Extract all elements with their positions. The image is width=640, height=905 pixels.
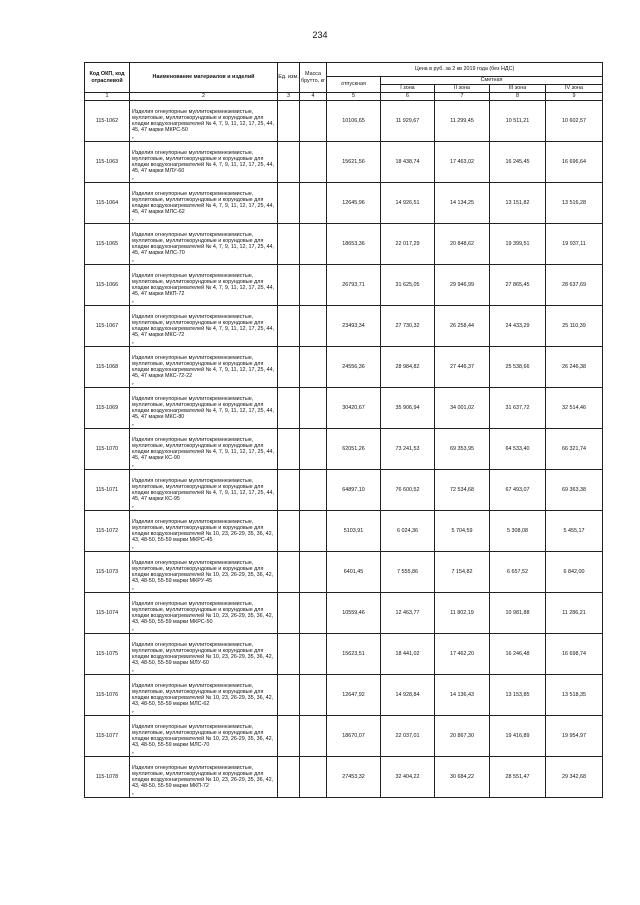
row-code: 115-1070: [85, 429, 130, 470]
row-unit: [278, 757, 300, 798]
row-unit: [278, 511, 300, 552]
row-release-price: 15623,51: [327, 634, 381, 675]
row-zone-1-price: 35 906,94: [381, 388, 435, 429]
row-unit-mark: т: [132, 217, 134, 223]
row-zone-3-price: 13 151,82: [490, 183, 546, 224]
row-release-price: 12645,96: [327, 183, 381, 224]
row-mass: [300, 634, 327, 675]
price-table: [84, 62, 603, 798]
row-name: Изделия огнеупорные муллитокремнеземистые, муллитовые, муллитокорундовые и корундовые для кладки воздухонагревателей № 10, 23, 26-29, 35, 36, 42, 43, 48-50, 55-59 марки МЛС-70: [132, 723, 274, 749]
table-row: [85, 511, 603, 552]
row-name-cell: [130, 224, 278, 265]
row-zone-1-price: 12 463,77: [381, 593, 435, 634]
row-unit-mark: т: [132, 750, 134, 756]
row-name: Изделия огнеупорные муллитокремнеземистые, муллитовые, муллитокорундовые и корундовые для кладки воздухонагревателей № 4, 7, 9, 11, 12, 17, 25, 44, 45, 47 марки КС-95: [132, 477, 274, 503]
row-name-cell: [130, 101, 278, 142]
header-zone-3: III зона: [490, 85, 546, 93]
row-zone-4-price: 32 514,46: [546, 388, 603, 429]
row-zone-4-price: 25 110,39: [546, 306, 603, 347]
row-unit: [278, 675, 300, 716]
column-number: 2: [130, 93, 278, 101]
row-code: 115-1062: [85, 101, 130, 142]
row-name-cell: [130, 511, 278, 552]
row-zone-2-price: 11 802,19: [435, 593, 490, 634]
row-zone-1-price: 22 037,01: [381, 716, 435, 757]
row-mass: [300, 183, 327, 224]
row-mass: [300, 470, 327, 511]
row-zone-1-price: 22 017,29: [381, 224, 435, 265]
row-code: 115-1075: [85, 634, 130, 675]
row-zone-1-price: 18 438,74: [381, 142, 435, 183]
row-zone-4-price: 26 246,38: [546, 347, 603, 388]
row-zone-3-price: 24 433,29: [490, 306, 546, 347]
row-name-cell: [130, 675, 278, 716]
row-unit: [278, 101, 300, 142]
row-unit: [278, 306, 300, 347]
row-code: 115-1074: [85, 593, 130, 634]
header-release: отпускная: [327, 77, 381, 93]
row-zone-3-price: 16 246,48: [490, 634, 546, 675]
row-zone-2-price: 26 258,44: [435, 306, 490, 347]
row-mass: [300, 552, 327, 593]
column-number: 6: [381, 93, 435, 101]
row-zone-1-price: 11 929,67: [381, 101, 435, 142]
row-zone-2-price: 30 684,22: [435, 757, 490, 798]
row-release-price: 24556,36: [327, 347, 381, 388]
row-zone-3-price: 10 511,21: [490, 101, 546, 142]
row-name: Изделия огнеупорные муллитокремнеземистые, муллитовые, муллитокорундовые и корундовые для кладки воздухонагревателей № 10, 23, 26-29, 35, 36, 42, 43, 48-50, 55-59 марки МКРС-50: [132, 600, 274, 626]
row-name-cell: [130, 593, 278, 634]
row-code: 115-1065: [85, 224, 130, 265]
row-mass: [300, 593, 327, 634]
row-name-cell: [130, 470, 278, 511]
row-unit-mark: т: [132, 504, 134, 510]
table-row: [85, 101, 603, 142]
column-number: 4: [300, 93, 327, 101]
row-zone-4-price: 19 954,97: [546, 716, 603, 757]
row-zone-4-price: 11 286,21: [546, 593, 603, 634]
row-zone-3-price: 31 637,72: [490, 388, 546, 429]
row-zone-2-price: 17 463,02: [435, 142, 490, 183]
row-zone-1-price: 27 730,32: [381, 306, 435, 347]
row-unit: [278, 429, 300, 470]
row-mass: [300, 511, 327, 552]
row-unit-mark: т: [132, 463, 134, 469]
row-zone-3-price: 6 657,52: [490, 552, 546, 593]
row-zone-2-price: 5 704,59: [435, 511, 490, 552]
row-mass: [300, 142, 327, 183]
row-code: 115-1072: [85, 511, 130, 552]
row-zone-3-price: 19 416,89: [490, 716, 546, 757]
row-code: 115-1067: [85, 306, 130, 347]
row-name-cell: [130, 757, 278, 798]
row-code: 115-1071: [85, 470, 130, 511]
header-zone-4: IV зона: [546, 85, 603, 93]
table-row: [85, 552, 603, 593]
row-name-cell: [130, 552, 278, 593]
row-name: Изделия огнеупорные муллитокремнеземистые, муллитовые, муллитокорундовые и корундовые для кладки воздухонагревателей № 4, 7, 9, 11, 12, 17, 25, 44, 45, 47 марки МЛУ-60: [132, 149, 274, 175]
row-name-cell: [130, 183, 278, 224]
row-release-price: 27453,32: [327, 757, 381, 798]
row-zone-3-price: 25 538,66: [490, 347, 546, 388]
row-unit-mark: т: [132, 299, 134, 305]
row-zone-4-price: 10 602,57: [546, 101, 603, 142]
row-zone-4-price: 29 342,68: [546, 757, 603, 798]
row-zone-4-price: 66 321,74: [546, 429, 603, 470]
row-unit: [278, 552, 300, 593]
column-number: 8: [490, 93, 546, 101]
row-unit-mark: т: [132, 381, 134, 387]
row-zone-2-price: 34 001,02: [435, 388, 490, 429]
row-code: 115-1077: [85, 716, 130, 757]
row-release-price: 23493,34: [327, 306, 381, 347]
table-row: [85, 265, 603, 306]
row-mass: [300, 388, 327, 429]
row-zone-2-price: 11 299,45: [435, 101, 490, 142]
row-zone-4-price: 16 696,64: [546, 142, 603, 183]
row-unit: [278, 142, 300, 183]
table-row: [85, 429, 603, 470]
row-unit-mark: т: [132, 176, 134, 182]
row-name: Изделия огнеупорные муллитокремнеземистые, муллитовые, муллитокорундовые и корундовые для кладки воздухонагревателей № 4, 7, 9, 11, 12, 17, 25, 44, 45, 47 марки МКС-72: [132, 313, 274, 339]
row-zone-3-price: 28 551,47: [490, 757, 546, 798]
row-name: Изделия огнеупорные муллитокремнеземистые, муллитовые, муллитокорундовые и корундовые для кладки воздухонагревателей № 4, 7, 9, 11, 12, 17, 25, 44, 45, 47 марки МКП-72: [132, 272, 274, 298]
row-unit-mark: т: [132, 422, 134, 428]
row-zone-4-price: 69 363,38: [546, 470, 603, 511]
row-zone-4-price: 28 637,69: [546, 265, 603, 306]
header-estimate: Сметная: [381, 77, 603, 85]
row-zone-2-price: 20 867,30: [435, 716, 490, 757]
table-row: [85, 388, 603, 429]
table-row: [85, 142, 603, 183]
row-code: 115-1066: [85, 265, 130, 306]
row-release-price: 10106,65: [327, 101, 381, 142]
row-code: 115-1073: [85, 552, 130, 593]
row-name: Изделия огнеупорные муллитокремнеземистые, муллитовые, муллитокорундовые и корундовые для кладки воздухонагревателей № 10, 23, 26-29, 35, 36, 42, 43, 48-50, 55-59 марки МКП-72: [132, 764, 274, 790]
row-release-price: 12647,92: [327, 675, 381, 716]
row-zone-2-price: 17 462,20: [435, 634, 490, 675]
table-row: [85, 183, 603, 224]
column-number: 7: [435, 93, 490, 101]
row-zone-4-price: 13 518,35: [546, 675, 603, 716]
row-name: Изделия огнеупорные муллитокремнеземистые, муллитовые, муллитокорундовые и корундовые для кладки воздухонагревателей № 10, 23, 26-29, 35, 36, 42, 43, 48-50, 55-59 марки МЛС-62: [132, 682, 274, 708]
row-release-price: 15621,56: [327, 142, 381, 183]
header-code: Код ОКП, код отраслевой: [85, 63, 130, 93]
table-row: [85, 716, 603, 757]
table-row: [85, 306, 603, 347]
column-number: 1: [85, 93, 130, 101]
row-name-cell: [130, 142, 278, 183]
row-zone-3-price: 10 981,88: [490, 593, 546, 634]
column-numbers-row: [85, 93, 603, 101]
table-row: [85, 470, 603, 511]
row-mass: [300, 101, 327, 142]
row-zone-1-price: 14 926,51: [381, 183, 435, 224]
column-number: 3: [278, 93, 300, 101]
row-zone-1-price: 31 625,05: [381, 265, 435, 306]
row-zone-2-price: 29 946,99: [435, 265, 490, 306]
row-zone-4-price: 19 937,11: [546, 224, 603, 265]
row-release-price: 62051,26: [327, 429, 381, 470]
page-number: 234: [312, 30, 328, 40]
table-row: [85, 634, 603, 675]
row-release-price: 5103,91: [327, 511, 381, 552]
row-unit-mark: т: [132, 545, 134, 551]
row-unit: [278, 183, 300, 224]
row-unit-mark: т: [132, 135, 134, 141]
table-row: [85, 593, 603, 634]
row-mass: [300, 306, 327, 347]
row-zone-1-price: 32 404,22: [381, 757, 435, 798]
row-release-price: 6401,45: [327, 552, 381, 593]
row-name-cell: [130, 429, 278, 470]
row-zone-3-price: 64 533,40: [490, 429, 546, 470]
row-code: 115-1063: [85, 142, 130, 183]
row-unit: [278, 224, 300, 265]
row-release-price: 30420,67: [327, 388, 381, 429]
row-zone-4-price: 13 516,28: [546, 183, 603, 224]
table-row: [85, 757, 603, 798]
row-code: 115-1076: [85, 675, 130, 716]
table-row: [85, 347, 603, 388]
row-unit: [278, 470, 300, 511]
row-zone-4-price: 6 842,00: [546, 552, 603, 593]
row-zone-3-price: 19 399,51: [490, 224, 546, 265]
row-unit: [278, 347, 300, 388]
row-zone-1-price: 6 024,36: [381, 511, 435, 552]
row-zone-3-price: 13 153,85: [490, 675, 546, 716]
row-zone-3-price: 5 308,08: [490, 511, 546, 552]
row-mass: [300, 716, 327, 757]
row-zone-2-price: 69 353,95: [435, 429, 490, 470]
row-zone-2-price: 20 848,62: [435, 224, 490, 265]
row-zone-2-price: 72 534,68: [435, 470, 490, 511]
row-release-price: 64897,10: [327, 470, 381, 511]
row-name-cell: [130, 306, 278, 347]
row-zone-2-price: 7 154,82: [435, 552, 490, 593]
row-unit: [278, 593, 300, 634]
row-name: Изделия огнеупорные муллитокремнеземистые, муллитовые, муллитокорундовые и корундовые для кладки воздухонагревателей № 10, 23, 26-29, 35, 36, 42, 43, 48-50, 55-59 марки МЛУ-60: [132, 641, 274, 667]
row-zone-1-price: 7 555,86: [381, 552, 435, 593]
header-zone-1: I зона: [381, 85, 435, 93]
row-unit: [278, 634, 300, 675]
row-release-price: 18653,36: [327, 224, 381, 265]
row-zone-3-price: 16 245,45: [490, 142, 546, 183]
row-name: Изделия огнеупорные муллитокремнеземистые, муллитовые, муллитокорундовые и корундовые для кладки воздухонагревателей № 10, 23, 26-29, 35, 36, 42, 43, 48-50, 55-59 марки МКРС-45: [132, 518, 274, 544]
row-code: 115-1068: [85, 347, 130, 388]
row-zone-4-price: 5 455,17: [546, 511, 603, 552]
row-unit-mark: т: [132, 340, 134, 346]
row-name: Изделия огнеупорные муллитокремнеземистые, муллитовые, муллитокорундовые и корундовые для кладки воздухонагревателей № 10, 23, 26-29, 35, 36, 42, 43, 48-50, 55-59 марки МКРУ-45: [132, 559, 274, 585]
row-name: Изделия огнеупорные муллитокремнеземистые, муллитовые, муллитокорундовые и корундовые для кладки воздухонагревателей № 4, 7, 9, 11, 12, 17, 25, 44, 45, 47 марки МКС-72-22: [132, 354, 274, 380]
row-unit-mark: т: [132, 586, 134, 592]
row-name-cell: [130, 716, 278, 757]
row-zone-1-price: 73 241,53: [381, 429, 435, 470]
row-unit: [278, 265, 300, 306]
header-unit: Ед. изм.: [278, 63, 300, 93]
row-mass: [300, 757, 327, 798]
row-name: Изделия огнеупорные муллитокремнеземистые, муллитовые, муллитокорундовые и корундовые для кладки воздухонагревателей № 4, 7, 9, 11, 12, 17, 25, 44, 45, 47 марки КС-90: [132, 436, 274, 462]
row-name: Изделия огнеупорные муллитокремнеземистые, муллитовые, муллитокорундовые и корундовые для кладки воздухонагревателей № 4, 7, 9, 11, 12, 17, 25, 44, 45, 47 марки МЛС-62: [132, 190, 274, 216]
row-mass: [300, 265, 327, 306]
row-release-price: 18670,07: [327, 716, 381, 757]
row-release-price: 26793,71: [327, 265, 381, 306]
row-code: 115-1069: [85, 388, 130, 429]
row-mass: [300, 675, 327, 716]
row-unit: [278, 388, 300, 429]
row-name-cell: [130, 347, 278, 388]
row-zone-1-price: 76 600,52: [381, 470, 435, 511]
row-mass: [300, 429, 327, 470]
row-zone-3-price: 27 865,45: [490, 265, 546, 306]
row-zone-2-price: 14 136,43: [435, 675, 490, 716]
row-name: Изделия огнеупорные муллитокремнеземистые, муллитовые, муллитокорундовые и корундовые для кладки воздухонагревателей № 4, 7, 9, 11, 12, 17, 25, 44, 45, 47 марки МЛС-70: [132, 231, 274, 257]
row-zone-2-price: 27 446,37: [435, 347, 490, 388]
column-number: 9: [546, 93, 603, 101]
row-unit-mark: т: [132, 627, 134, 633]
table-row: [85, 675, 603, 716]
row-unit: [278, 716, 300, 757]
row-name: Изделия огнеупорные муллитокремнеземистые, муллитовые, муллитокорундовые и корундовые для кладки воздухонагревателей № 4, 7, 9, 11, 12, 17, 25, 44, 45, 47 марки МКС-80: [132, 395, 274, 421]
header-name: Наименование материалов и изделий: [130, 63, 278, 93]
row-name-cell: [130, 634, 278, 675]
row-zone-1-price: 14 928,84: [381, 675, 435, 716]
row-zone-2-price: 14 134,25: [435, 183, 490, 224]
header-price-group: Цена в руб. за 2 кв 2019 года (без НДС): [327, 63, 603, 77]
row-unit-mark: т: [132, 258, 134, 264]
row-code: 115-1064: [85, 183, 130, 224]
table-row: [85, 224, 603, 265]
row-zone-3-price: 67 493,07: [490, 470, 546, 511]
row-unit-mark: т: [132, 668, 134, 674]
row-zone-1-price: 28 984,82: [381, 347, 435, 388]
row-code: 115-1078: [85, 757, 130, 798]
row-name-cell: [130, 388, 278, 429]
row-zone-1-price: 18 441,02: [381, 634, 435, 675]
header-zone-2: II зона: [435, 85, 490, 93]
row-name-cell: [130, 265, 278, 306]
column-number: 5: [327, 93, 381, 101]
row-unit-mark: т: [132, 791, 134, 797]
row-mass: [300, 347, 327, 388]
row-unit-mark: т: [132, 709, 134, 715]
row-release-price: 10559,46: [327, 593, 381, 634]
row-mass: [300, 224, 327, 265]
row-zone-4-price: 16 698,74: [546, 634, 603, 675]
row-name: Изделия огнеупорные муллитокремнеземистые, муллитовые, муллитокорундовые и корундовые для кладки воздухонагревателей № 4, 7, 9, 11, 12, 17, 25, 44, 45, 47 марки МКРС-50: [132, 108, 274, 134]
header-mass: Масса брутто, кг: [300, 63, 327, 93]
